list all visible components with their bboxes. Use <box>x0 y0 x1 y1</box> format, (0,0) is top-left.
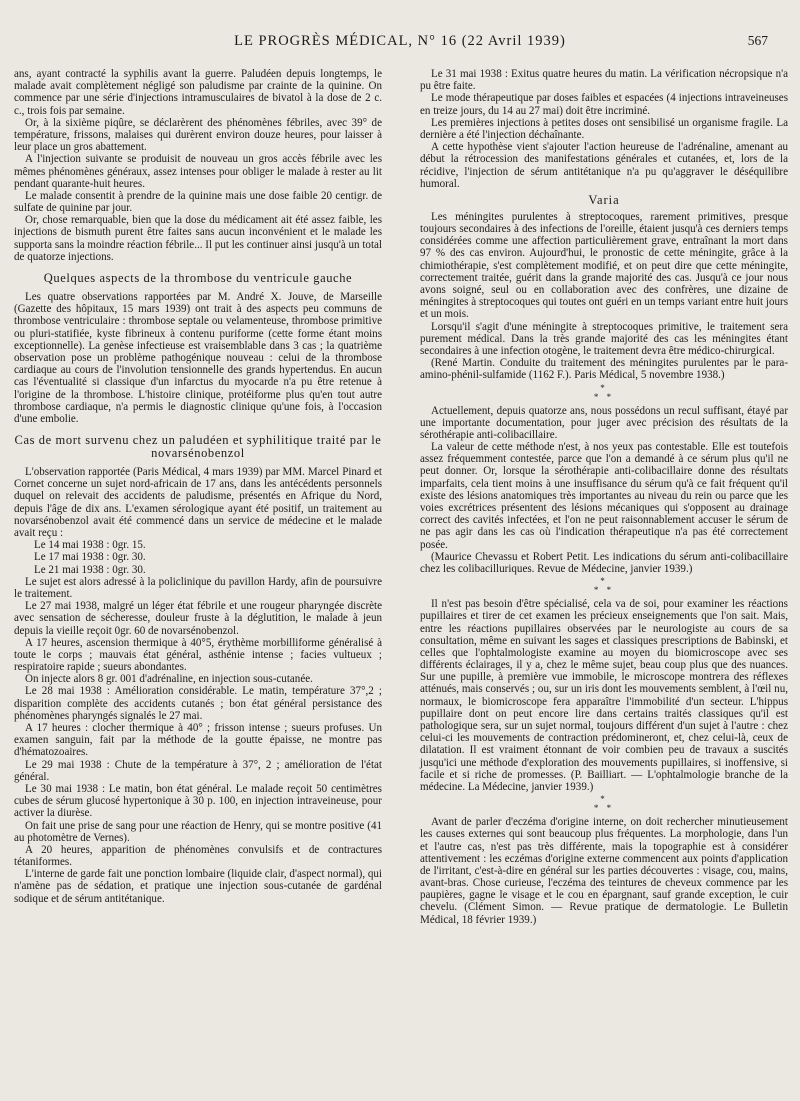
paragraph: On injecte alors 8 gr. 001 d'adrénaline, en injection sous-cutanée. <box>25 673 313 686</box>
paragraph: Or, chose remarquable, bien que la dose du médicament ait été assez faible, les injections de bismuth purent être faites sans aucun inconvénient et le malade les supporta sans la moindre réaction fébrile... Il put les continuer ainsi jusqu'à un total de quatorze injections. <box>14 214 382 263</box>
paragraph: Il n'est pas besoin d'être spécialisé, cela va de soi, pour examiner les réactions pupillaires et tirer de cet examen les précieux enseignements que l'on sait. Mais, entre les réactions pupillaires observées par le neurologiste au cours de sa consultation, même en suivant les sages et classiques prescriptions de Babinski, et celles que l'ophtalmologiste examine au moyen du biomicroscope avec ses différents éclairages, il y a, chez le même sujet, beau coup plus que des nuances. Sur une pupille, à première vue immobile, le microscope montrera des réflexes atténués, mais conservés ; ou, sur un iris dont les mouvements semblent, à l'œil nu, normaux, le biomicroscope fera apparaître l'immobilité d'un secteur. L'hippus pupillaire dont on peut encore lire dans certains traités classiques qu'il est pathologique sera, sur un sujet normal, toujours différent d'un sujet à l'autre : chez celui-ci les mouvements de contraction prédomineront, et, chez celui-là, ceux de dilatation. Il est vraiment étonnant de voir combien peu de travaux a suscités jusqu'ici une méthode d'exploration des mouvements pupillaires, si inoffensive, si facile et si riche de promesses. (P. Bailliart. — L'ophtalmologie branche de la médecine. La Médecine, janvier 1939.) <box>420 598 788 793</box>
paragraph: On fait une prise de sang pour une réaction de Henry, qui se montre positive (41 au photomètre de Vernes). <box>14 819 382 844</box>
asterism-divider: * * * <box>593 382 615 402</box>
dose-line: Le 17 mai 1938 : 0gr. 30. <box>34 551 146 564</box>
asterism-divider: * * * <box>593 576 615 596</box>
paragraph: Le 31 mai 1938 : Exitus quatre heures du matin. La vérification nécropsique n'a pu être faite. <box>420 68 788 93</box>
article-heading-cas-de-mort: Cas de mort survenu chez un paludéen et syphilitique traité par le novarsénobenzol <box>14 433 382 461</box>
paragraph: (René Martin. Conduite du traitement des méningites purulentes par le para-amino-phénil-sulfamide (1162 F.). Paris Médical, 5 novembre 1938.) <box>420 357 788 382</box>
asterism-divider: * * * <box>593 794 615 814</box>
paragraph: Le mode thérapeutique par doses faibles et espacées (4 injections intraveineuses en treize jours, du 14 au 27 mai) doit être incriminé. <box>420 92 788 117</box>
right-column <box>420 68 788 926</box>
dose-line: Le 21 mai 1938 : 0gr. 30. <box>34 563 146 576</box>
paragraph: Lorsqu'il s'agit d'une méningite à streptocoques primitive, le traitement sera purement médical. Dans la très grande majorité des cas les méningites étant secondaires à une infection otogène, le traitement devra être médico-chirurgical. <box>420 320 788 357</box>
paragraph: Or, à la sixième piqûre, se déclarèrent des phénomènes fébriles, avec 39° de température, frissons, malaises qui durèrent environ douze heures, pour laisser à leur place un gros abattement. <box>14 116 382 154</box>
paragraph: L'observation rapportée (Paris Médical, 4 mars 1939) par MM. Marcel Pinard et Cornet concerne un sujet nord-africain de 17 ans, dans les antécédents personnels duquel on relevait des accidents de paludisme, présentés en Afrique du Nord, depuis l'âge de dix ans. L'examen sérologique ayant été positif, un traitement au novarsénobenzol avait été commencé dans un service de médecine et le malade avait reçu : <box>14 466 382 539</box>
paragraph: Les méningites purulentes à streptocoques, rarement primitives, presque toujours secondaires à des infections de l'oreille, étaient jusqu'à ces derniers temps considérées comme une affection particulièrement grave, entraînant la mort dans 97 % des cas environ. Aujourd'hui, le pronostic de cette méningite, grâce à la chimiothérapie, s'est complètement modifié, et on peut dire que cette méningite, correctement traitée, guérit dans la grande majorité des cas. Jusqu'à ce jour nous avons soigné, seul ou en collaboration avec des confrères, une dizaine de méningites à streptocoques qui toutes ont guéri en un temps variant entre huit jours et un mois. <box>420 210 788 321</box>
paragraph: Le 27 mai 1938, malgré un léger état fébrile et une rougeur pharyngée discrète avec sensation de sécheresse, douleur fruste à la déglutition, le malade à jeun depuis la vieille reçoit 0gr. 60 de novarsénobenzol. <box>14 600 382 637</box>
paragraph: A cette hypothèse vient s'ajouter l'action heureuse de l'adrénaline, amenant au début la rétrocession des manifestations générales et cutanées, et, lors de la récidive, l'injection de sérum antitétanique n'a pu qu'aggraver le déséquilibre humoral. <box>420 141 788 190</box>
paragraph: A l'injection suivante se produisit de nouveau un gros accès fébrile avec les mêmes phénomènes généraux, assez intenses pour obliger le malade à rester au lit pendant quarante-huit heures. <box>14 153 382 190</box>
page-header <box>18 30 782 52</box>
page-number: 567 <box>747 33 768 48</box>
paragraph: L'interne de garde fait une ponction lombaire (liquide clair, d'aspect normal), qui n'amène pas de sédation, et pratique une injection sous-cutanée de gardénal sodique et de sérum antitétanique. <box>14 868 382 905</box>
paragraph: Les premières injections à petites doses ont sensibilisé un organisme fragile. La dernière a été l'injection déchaînante. <box>420 116 788 141</box>
paragraph: ans, ayant contracté la syphilis avant la guerre. Paludéen depuis longtemps, le malade avait complètement négligé son paludisme par crainte de la quinine. On commence par une série d'injections intramusculaires de bivatol à la dose de 2 c. c., trois fois par semaine. <box>14 68 382 117</box>
paragraph: Actuellement, depuis quatorze ans, nous possédons un recul suffisant, étayé par une importante documentation, pour juger avec précision des résultats de la sérothérapie anti-colibacillaire. <box>420 404 788 441</box>
dose-line: Le 14 mai 1938 : 0gr. 15. <box>34 539 146 552</box>
paragraph: A 20 heures, apparition de phénomènes convulsifs et de contractures tétaniformes. <box>14 843 382 869</box>
paragraph: Le 28 mai 1938 : Amélioration considérable. Le matin, température 37°,2 ; disparition complète des accidents cutanés ; bon état général persistance des phénomènes pharyngés signalés le 27 mai. <box>14 685 382 722</box>
paragraph: A 17 heures, ascension thermique à 40°5, érythème morbilliforme généralisé à toute le corps ; mauvais état général, asthénie intense ; facies vultueux ; respiratoire rapide ; sueurs abondantes. <box>14 636 382 674</box>
paragraph: Le 29 mai 1938 : Chute de la température à 37°, 2 ; amélioration de l'état général. <box>14 758 382 783</box>
left-column <box>14 68 382 905</box>
paragraph: Les quatre observations rapportées par M. André X. Jouve, de Marseille (Gazette des hôpitaux, 15 mars 1939) ont trait à des aspects peu communs de thrombose ventriculaire : thrombose septale ou velamenteuse, thrombose primitive ou pluri-statifiée, kyste fibrineux à contenu puriforme (cette forme étant moins exceptionnelle). La genèse infectieuse est vraisemblable dans 3 cas ; la quatrième observation pose un problème pathogénique nouveau : celui de la thrombose cardiaque au cours de l'involution tensionnelle des grands hypertendus. En aucun cas l'éventualité si classique d'un infarctus du myocarde n'a pu être retenue à l'origine de la thrombose. L'histoire clinique, protéiforme plus qu'en tout autre thrombose cardiaque, n'a permis le diagnostic clinique qu'une fois, à l'occasion d'une embolie. <box>14 291 382 425</box>
paragraph: La valeur de cette méthode n'est, à nos yeux pas contestable. Elle est toutefois assez fréquemment contestée, parce que l'on a demandé à ce sérum plus qu'il ne peut donner. Or, lorsque la sérothérapie anti-colibacillaire donne des résultats imparfaits, cela tient moins à une insuffisance du sérum qu'à ce fait fréquent qu'il existe des lésions anatomiques très importantes au niveau du rein ou parce que les voies excrétrices présentent des lésions mécaniques qui s'opposent au drainage correct des cavités infectées, et l'on ne peut raisonnablement accuser le sérum de ne pas agir dans les cas où l'indication thérapeutique n'a pas été correctement posée. <box>420 441 788 551</box>
article-heading-thrombose: Quelques aspects de la thrombose du ventricule gauche <box>43 271 353 285</box>
paragraph: Avant de parler d'eczéma d'origine interne, on doit rechercher minutieusement les causes externes qui sont beaucoup plus fréquentes. La morphologie, dans l'un et l'autre cas, n'est pas très différente, mais la topographie est à considérer attentivement : les eczémas d'origine externe commencent aux points d'application de l'irritant, c'est-à-dire en général sur les parties découvertes : visage, cou, mains, avant-bras. Chose curieuse, l'eczéma des teintures de cheveux commence par les paupières, gagne le visage et le cou en épargnant, sauf grande exception, le cuir chevelu. (Clément Simon. — Revue pratique de dermatologie. Le Bulletin Médical, 18 février 1939.) <box>420 816 788 926</box>
paragraph: Le malade consentit à prendre de la quinine mais une dose faible 20 centigr. de sulfate de quinine par jour. <box>14 189 382 215</box>
section-heading-varia: Varia <box>588 192 620 207</box>
page-header-title: LE PROGRÈS MÉDICAL, N° 16 (22 Avril 1939) <box>234 32 566 49</box>
paragraph: (Maurice Chevassu et Robert Petit. Les indications du sérum anti-colibacillaire chez les colibacilluriques. Revue de Médecine, janvier 1939.) <box>420 550 788 575</box>
paragraph: A 17 heures : clocher thermique à 40° ; frisson intense ; sueurs profuses. Un examen sanguin, fait par la méthode de la goutte épaisse, ne montre pas d'hématozoaires. <box>14 722 382 759</box>
paragraph: Le 30 mai 1938 : Le matin, bon état général. Le malade reçoit 50 centimètres cubes de sérum glucosé hypertonique à 30 p. 100, en injection intraveineuse, pour activer la diurèse. <box>14 782 382 820</box>
paragraph: Le sujet est alors adressé à la policlinique du pavillon Hardy, afin de poursuivre le traitement. <box>14 575 382 600</box>
